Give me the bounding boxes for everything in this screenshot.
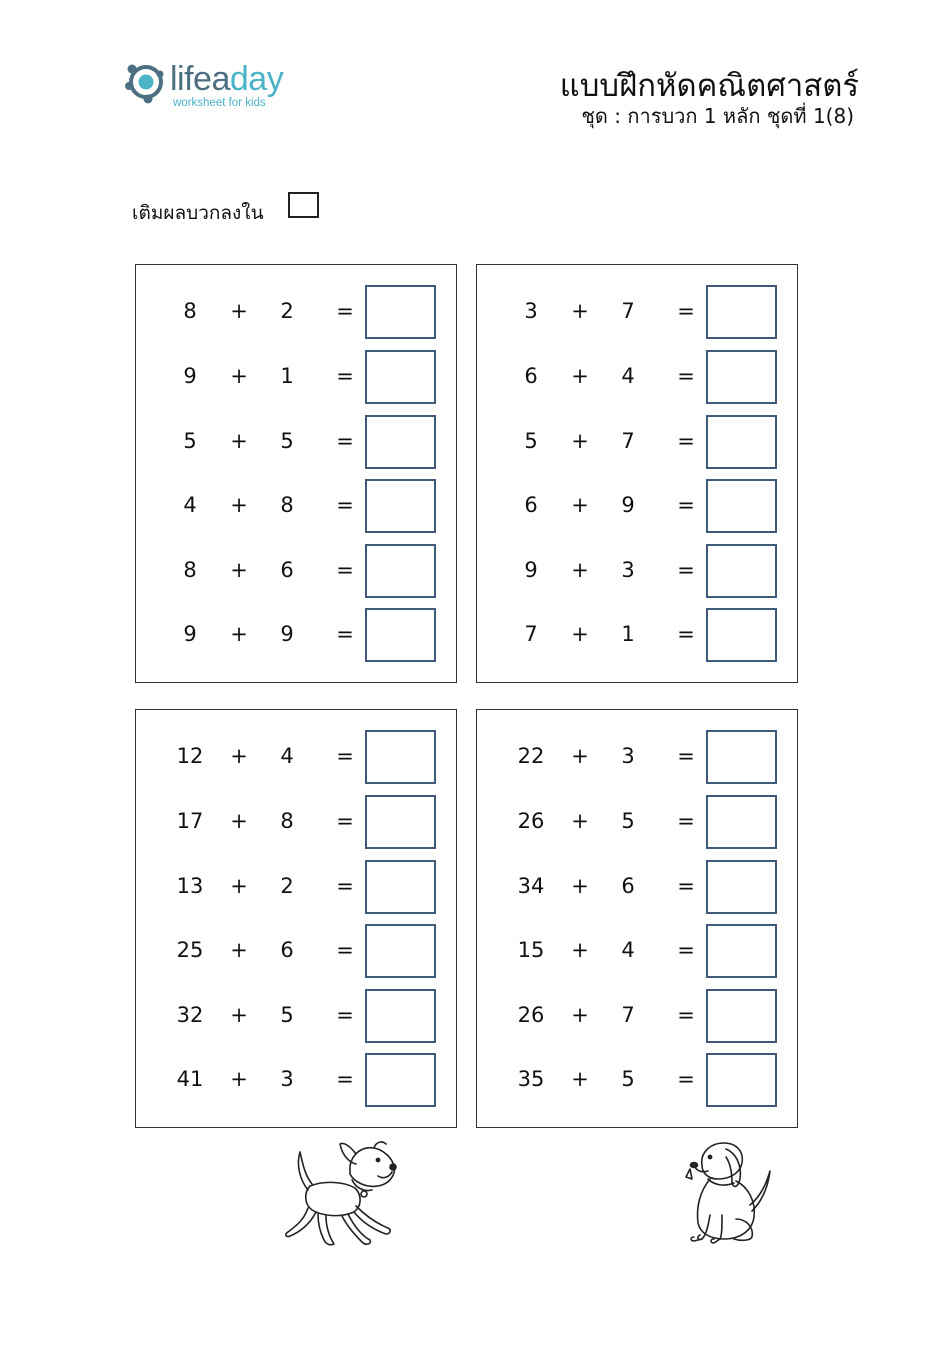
plus-sign: + xyxy=(571,558,589,582)
problem-row xyxy=(477,608,797,662)
first-addend: 3 xyxy=(524,299,538,323)
equals-sign: = xyxy=(336,938,354,962)
second-addend: 4 xyxy=(621,938,635,962)
problem-panel-bottom-left xyxy=(135,709,457,1128)
answer-box[interactable] xyxy=(706,350,777,404)
answer-box[interactable] xyxy=(706,479,777,533)
answer-box[interactable] xyxy=(365,989,436,1043)
answer-box[interactable] xyxy=(365,544,436,598)
problem-row xyxy=(136,860,456,914)
instruction-sample-box xyxy=(288,192,319,218)
equals-sign: = xyxy=(336,299,354,323)
answer-box[interactable] xyxy=(365,1053,436,1107)
first-addend: 5 xyxy=(183,429,197,453)
lifeaday-logo xyxy=(120,58,310,114)
first-addend: 8 xyxy=(183,558,197,582)
plus-sign: + xyxy=(230,938,248,962)
problem-row xyxy=(136,415,456,469)
problem-row xyxy=(136,1053,456,1107)
answer-box[interactable] xyxy=(365,415,436,469)
second-addend: 3 xyxy=(280,1067,294,1091)
first-addend: 9 xyxy=(183,622,197,646)
problem-row xyxy=(477,544,797,598)
first-addend: 8 xyxy=(183,299,197,323)
answer-box[interactable] xyxy=(706,1053,777,1107)
first-addend: 25 xyxy=(176,938,204,962)
plus-sign: + xyxy=(571,938,589,962)
equals-sign: = xyxy=(677,744,695,768)
equals-sign: = xyxy=(336,558,354,582)
equals-sign: = xyxy=(677,1067,695,1091)
second-addend: 5 xyxy=(280,429,294,453)
second-addend: 2 xyxy=(280,299,294,323)
problem-row xyxy=(477,415,797,469)
second-addend: 6 xyxy=(280,938,294,962)
equals-sign: = xyxy=(336,1067,354,1091)
equals-sign: = xyxy=(677,1003,695,1027)
problem-row xyxy=(136,730,456,784)
plus-sign: + xyxy=(230,364,248,388)
equals-sign: = xyxy=(336,622,354,646)
plus-sign: + xyxy=(571,809,589,833)
worksheet-subtitle: ชุด : การบวก 1 หลัก ชุดที่ 1(8) xyxy=(581,104,854,128)
answer-box[interactable] xyxy=(365,730,436,784)
answer-box[interactable] xyxy=(365,285,436,339)
plus-sign: + xyxy=(571,1003,589,1027)
problem-row xyxy=(477,730,797,784)
plus-sign: + xyxy=(571,299,589,323)
second-addend: 7 xyxy=(621,429,635,453)
problem-row xyxy=(477,795,797,849)
equals-sign: = xyxy=(677,493,695,517)
plus-sign: + xyxy=(230,874,248,898)
answer-box[interactable] xyxy=(365,350,436,404)
plus-sign: + xyxy=(571,493,589,517)
answer-box[interactable] xyxy=(365,924,436,978)
plus-sign: + xyxy=(571,874,589,898)
equals-sign: = xyxy=(336,874,354,898)
second-addend: 1 xyxy=(280,364,294,388)
plus-sign: + xyxy=(230,744,248,768)
answer-box[interactable] xyxy=(706,608,777,662)
problem-row xyxy=(136,350,456,404)
answer-box[interactable] xyxy=(706,285,777,339)
second-addend: 5 xyxy=(621,809,635,833)
first-addend: 7 xyxy=(524,622,538,646)
second-addend: 3 xyxy=(621,558,635,582)
first-addend: 13 xyxy=(176,874,204,898)
problem-row xyxy=(477,285,797,339)
answer-box[interactable] xyxy=(706,924,777,978)
second-addend: 8 xyxy=(280,809,294,833)
molecule-logo-icon xyxy=(120,58,170,108)
equals-sign: = xyxy=(677,299,695,323)
problem-row xyxy=(136,479,456,533)
first-addend: 34 xyxy=(517,874,545,898)
second-addend: 9 xyxy=(621,493,635,517)
equals-sign: = xyxy=(677,622,695,646)
second-addend: 4 xyxy=(280,744,294,768)
problem-row xyxy=(477,989,797,1043)
equals-sign: = xyxy=(677,809,695,833)
equals-sign: = xyxy=(677,429,695,453)
plus-sign: + xyxy=(571,744,589,768)
second-addend: 1 xyxy=(621,622,635,646)
second-addend: 5 xyxy=(280,1003,294,1027)
problem-row xyxy=(136,795,456,849)
sitting-dog-icon xyxy=(680,1135,780,1250)
second-addend: 7 xyxy=(621,299,635,323)
second-addend: 2 xyxy=(280,874,294,898)
answer-box[interactable] xyxy=(365,479,436,533)
equals-sign: = xyxy=(336,493,354,517)
problem-row xyxy=(136,989,456,1043)
first-addend: 15 xyxy=(517,938,545,962)
answer-box[interactable] xyxy=(706,795,777,849)
second-addend: 9 xyxy=(280,622,294,646)
equals-sign: = xyxy=(677,938,695,962)
plus-sign: + xyxy=(230,299,248,323)
equals-sign: = xyxy=(677,558,695,582)
first-addend: 4 xyxy=(183,493,197,517)
equals-sign: = xyxy=(336,809,354,833)
first-addend: 9 xyxy=(524,558,538,582)
equals-sign: = xyxy=(336,1003,354,1027)
logo-tagline: worksheet for kids xyxy=(173,97,266,109)
problem-panel-top-right xyxy=(476,264,798,683)
second-addend: 5 xyxy=(621,1067,635,1091)
second-addend: 6 xyxy=(621,874,635,898)
problem-row xyxy=(477,1053,797,1107)
equals-sign: = xyxy=(677,874,695,898)
equals-sign: = xyxy=(336,744,354,768)
first-addend: 9 xyxy=(183,364,197,388)
answer-box[interactable] xyxy=(706,415,777,469)
answer-box[interactable] xyxy=(706,544,777,598)
plus-sign: + xyxy=(571,429,589,453)
answer-box[interactable] xyxy=(706,860,777,914)
first-addend: 35 xyxy=(517,1067,545,1091)
answer-box[interactable] xyxy=(365,860,436,914)
answer-box[interactable] xyxy=(706,989,777,1043)
first-addend: 26 xyxy=(517,809,545,833)
instruction-text: เติมผลบวกลงใน xyxy=(132,202,264,224)
first-addend: 32 xyxy=(176,1003,204,1027)
plus-sign: + xyxy=(230,1067,248,1091)
equals-sign: = xyxy=(336,429,354,453)
problem-row xyxy=(477,924,797,978)
first-addend: 6 xyxy=(524,364,538,388)
plus-sign: + xyxy=(230,429,248,453)
first-addend: 41 xyxy=(176,1067,204,1091)
problem-row xyxy=(136,924,456,978)
problem-panel-bottom-right xyxy=(476,709,798,1128)
plus-sign: + xyxy=(571,1067,589,1091)
plus-sign: + xyxy=(230,622,248,646)
equals-sign: = xyxy=(677,364,695,388)
plus-sign: + xyxy=(230,1003,248,1027)
problem-panel-top-left xyxy=(135,264,457,683)
answer-box[interactable] xyxy=(706,730,777,784)
answer-box[interactable] xyxy=(365,608,436,662)
first-addend: 26 xyxy=(517,1003,545,1027)
problem-row xyxy=(136,285,456,339)
plus-sign: + xyxy=(571,364,589,388)
problem-row xyxy=(477,860,797,914)
problem-row xyxy=(136,608,456,662)
plus-sign: + xyxy=(230,493,248,517)
walking-dog-icon xyxy=(270,1140,405,1250)
first-addend: 12 xyxy=(176,744,204,768)
first-addend: 17 xyxy=(176,809,204,833)
logo-wordmark: lifeaday xyxy=(170,60,284,98)
problem-row xyxy=(136,544,456,598)
answer-box[interactable] xyxy=(365,795,436,849)
second-addend: 7 xyxy=(621,1003,635,1027)
problem-row xyxy=(477,479,797,533)
first-addend: 5 xyxy=(524,429,538,453)
worksheet-title: แบบฝึกหัดคณิตศาสตร์ xyxy=(559,68,859,104)
second-addend: 4 xyxy=(621,364,635,388)
plus-sign: + xyxy=(571,622,589,646)
second-addend: 8 xyxy=(280,493,294,517)
first-addend: 22 xyxy=(517,744,545,768)
first-addend: 6 xyxy=(524,493,538,517)
equals-sign: = xyxy=(336,364,354,388)
plus-sign: + xyxy=(230,809,248,833)
problem-row xyxy=(477,350,797,404)
plus-sign: + xyxy=(230,558,248,582)
second-addend: 3 xyxy=(621,744,635,768)
second-addend: 6 xyxy=(280,558,294,582)
